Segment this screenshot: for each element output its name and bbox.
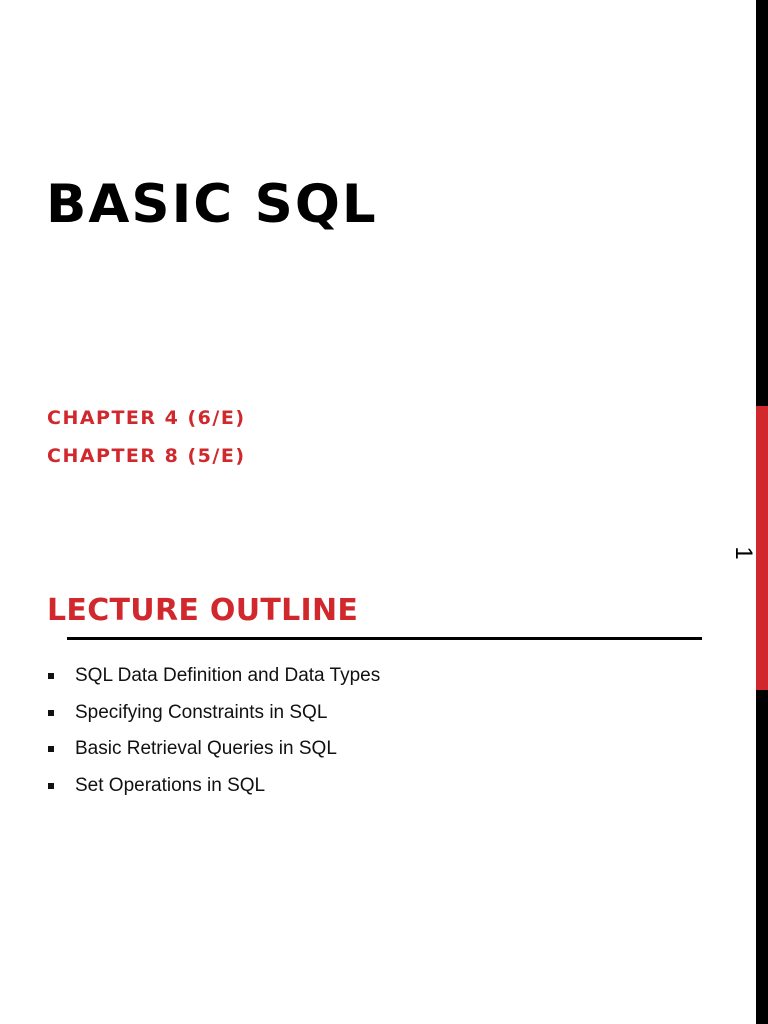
chapter-subtitle: CHAPTER 4 (6/E) xyxy=(47,407,246,429)
square-bullet-icon xyxy=(48,746,54,752)
slide-title: BASIC SQL xyxy=(46,174,378,235)
list-item-text: SQL Data Definition and Data Types xyxy=(75,665,381,686)
square-bullet-icon xyxy=(48,783,54,789)
section-title: LECTURE OUTLINE xyxy=(47,593,359,628)
list-item xyxy=(47,701,380,738)
list-item-text: Basic Retrieval Queries in SQL xyxy=(75,738,337,759)
page-number: 1 xyxy=(730,546,757,560)
list-item-text: Specifying Constraints in SQL xyxy=(75,701,328,723)
chapter-subtitle: CHAPTER 8 (5/E) xyxy=(47,445,246,467)
list-item-text: Set Operations in SQL xyxy=(75,774,266,796)
square-bullet-icon xyxy=(48,673,54,679)
section-divider xyxy=(67,637,702,640)
list-item xyxy=(47,737,380,774)
list-item xyxy=(47,664,380,701)
list-item xyxy=(47,774,380,811)
square-bullet-icon xyxy=(48,710,54,716)
outline-list xyxy=(47,664,380,810)
